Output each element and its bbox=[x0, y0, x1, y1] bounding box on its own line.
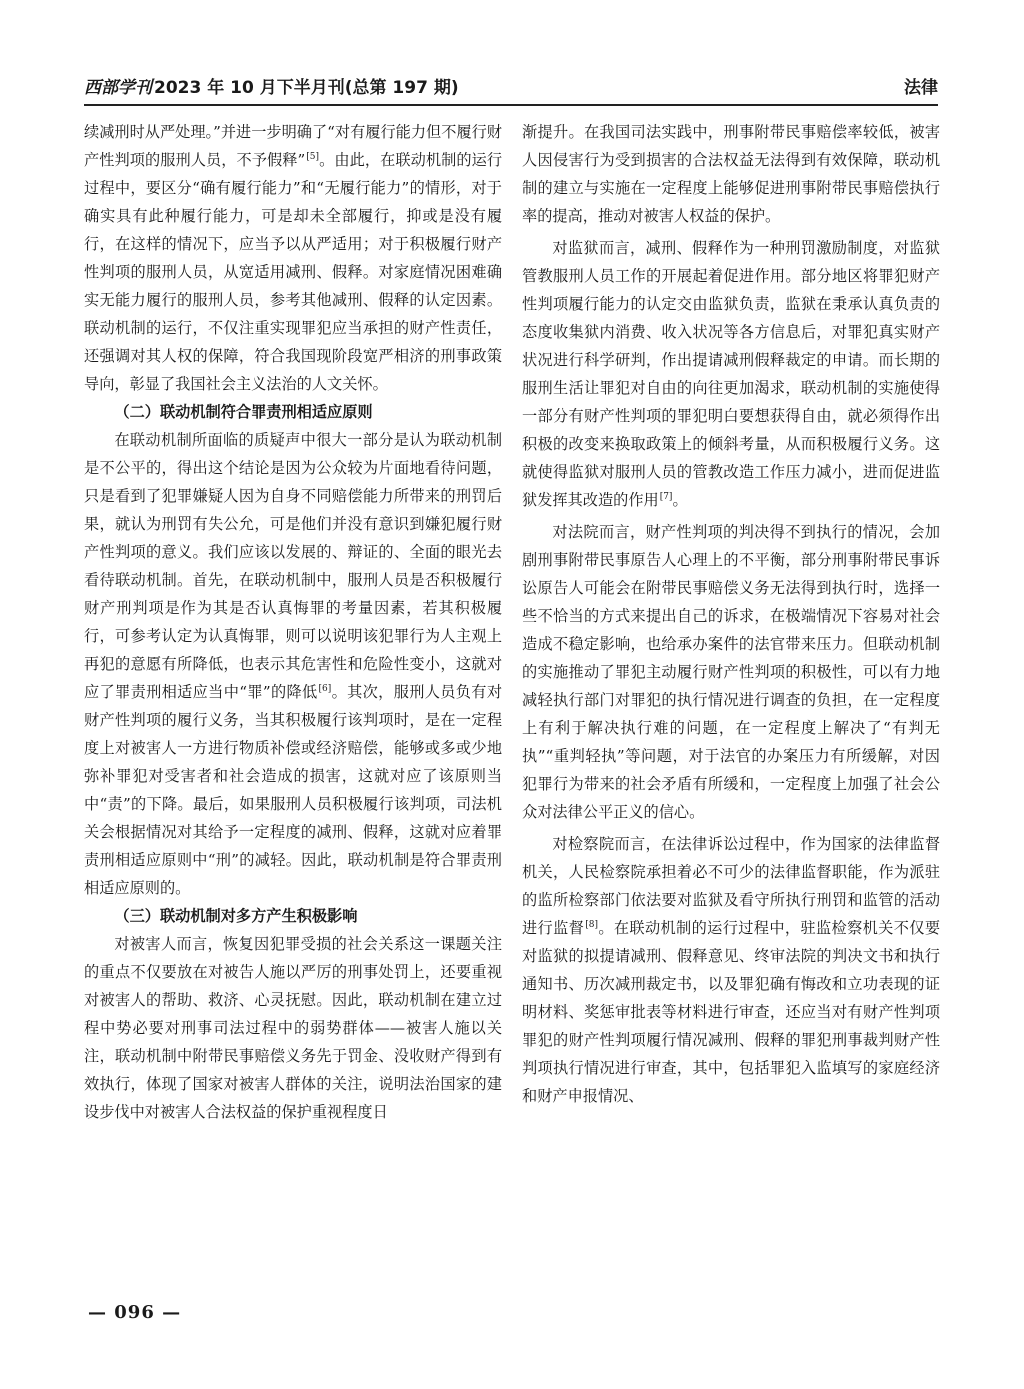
paragraph-text: 。其次，服刑人员负有对财产性判项的履行义务，当其积极履行该判项时，是在一定程度上对被害人一方进行物质补偿或经济赔偿，能够或多或少地弥补罪犯对受害者和社会造成的损害，这就对应了该原则当中“责”的下降。最后，如果服刑人员积极履行该判项，司法机关会根据情况对其给予一定程度的减刑、假释，这就对应着罪责刑相适应原则中“刑”的减轻。因此，联动机制是符合罪责刑相适应原则的。 bbox=[84, 683, 503, 897]
paragraph-text: 对监狱而言，减刑、假释作为一种刑罚激励制度，对监狱管教服刑人员工作的开展起着促进作用。部分地区将罪犯财产性判项履行能力的认定交由监狱负责，监狱在秉承认真负责的态度收集狱内消费、收入状况等各方信息后，对罪犯真实财产状况进行科学研判，作出提请减刑假释裁定的申请。而长期的服刑生活让罪犯对自由的向往更加渴求，联动机制的实施使得一部分有财产性判项的罪犯明白要想获得自由，就必须得作出积极的改变来换取政策上的倾斜考量，从而积极履行义务。这就使得监狱对服刑人员的管教改造工作压力减小，进而促进监狱发挥其改造的作用 bbox=[522, 239, 940, 509]
journal-name: 西部学刊 bbox=[84, 78, 152, 98]
citation-ref: [8] bbox=[585, 919, 598, 930]
paragraph-text: 。 bbox=[672, 491, 688, 509]
paragraph bbox=[84, 930, 502, 1126]
section-heading: （三）联动机制对多方产生积极影响 bbox=[114, 907, 358, 925]
left-column bbox=[84, 118, 502, 1126]
citation-ref: [5] bbox=[306, 151, 320, 162]
running-header bbox=[84, 70, 938, 106]
paragraph bbox=[522, 234, 940, 514]
issue-info bbox=[84, 73, 459, 104]
paragraph-text: 。在联动机制的运行过程中，驻监检察机关不仅要对监狱的拟提请减刑、假释意见、终审法院的判决文书和执行通知书、历次减刑裁定书，以及罪犯确有悔改和立功表现的证明材料、奖惩审批表等材料进行审查，还应当对有财产性判项罪犯的财产性判项履行情况减刑、假释的罪犯刑事裁判财产性判项执行情况进行审查，其中，包括罪犯入监填写的家庭经济和财产申报情况、 bbox=[522, 919, 941, 1105]
paragraph-text: 对被害人而言，恢复因犯罪受损的社会关系这一课题关注的重点不仅要放在对被告人施以严厉的刑事处罚上，还要重视对被害人的帮助、救济、心灵抚慰。因此，联动机制在建立过程中势必要对刑事司法过程中的弱势群体——被害人施以关注，联动机制中附带民事赔偿义务先于罚金、没收财产得到有效执行，体现了国家对被害人群体的关注，说明法治国家的建设步伐中对被害人合法权益的保护重视程度日 bbox=[84, 935, 502, 1121]
paragraph-text: 对法院而言，财产性判项的判决得不到执行的情况，会加剧刑事附带民事原告人心理上的不平衡，部分刑事附带民事诉讼原告人可能会在附带民事赔偿义务无法得到执行时，选择一些不恰当的方式来提出自己的诉求，在极端情况下容易对社会造成不稳定影响，也给承办案件的法官带来压力。但联动机制的实施推动了罪犯主动履行财产性判项的积极性，可以有力地减轻执行部门对罪犯的执行情况进行调查的负担，在一定程度上有利于解决执行难的问题，在一定程度上解决了“有判无执”“重判轻执”等问题，对于法官的办案压力有所缓解，对因犯罪行为带来的社会矛盾有所缓和，一定程度上加强了社会公众对法律公平正义的信心。 bbox=[522, 523, 940, 821]
paragraph bbox=[522, 518, 940, 826]
citation-ref: [7] bbox=[659, 491, 673, 502]
paragraph bbox=[522, 830, 940, 1110]
issue-date: 2023 年 10 月下半月刊(总第 197 期) bbox=[154, 78, 459, 98]
right-column bbox=[522, 118, 940, 1110]
paragraph bbox=[522, 118, 940, 230]
paragraph-text: 续减刑时从严处理。”并进一步明确了“对有履行能力但不履行财产性判项的服刑人员，不予假释” bbox=[84, 123, 502, 169]
paragraph-text: 对检察院而言，在法律诉讼过程中，作为国家的法律监督机关，人民检察院承担着必不可少的法律监督职能，作为派驻的监所检察部门依法要对监狱及看守所执行刑罚和监管的活动进行监督 bbox=[522, 835, 940, 937]
citation-ref: [6] bbox=[318, 683, 332, 694]
paragraph bbox=[84, 118, 502, 398]
section-heading: （二）联动机制符合罪责刑相适应原则 bbox=[114, 403, 373, 421]
section-name: 法律 bbox=[904, 78, 938, 98]
paragraph bbox=[84, 426, 502, 902]
paragraph-text: 在联动机制所面临的质疑声中很大一部分是认为联动机制是不公平的，得出这个结论是因为公众较为片面地看待问题，只是看到了犯罪嫌疑人因为自身不同赔偿能力所带来的刑罚后果，就认为刑罚有失公允，可是他们并没有意识到嫌犯履行财产性判项的意义。我们应该以发展的、辩证的、全面的眼光去看待联动机制。首先，在联动机制中，服刑人员是否积极履行财产刑判项是作为其是否认真悔罪的考量因素，若其积极履行，可参考认定为认真悔罪，则可以说明该犯罪行为人主观上再犯的意愿有所降低，也表示其危害性和危险性变小，这就对应了罪责刑相适应当中“罪”的降低 bbox=[84, 431, 502, 701]
paragraph-text: 。由此，在联动机制的运行过程中，要区分“确有履行能力”和“无履行能力”的情形，对于确实具有此种履行能力，可是却未全部履行，抑或是没有履行，在这样的情况下，应当予以从严适用；对于积极履行财产性判项的服刑人员，从宽适用减刑、假释。对家庭情况困难确实无能力履行的服刑人员，参考其他减刑、假释的认定因素。联动机制的运行，不仅注重实现罪犯应当承担的财产性责任，还强调对其人权的保障，符合我国现阶段宽严相济的刑事政策导向，彰显了我国社会主义法治的人文关怀。 bbox=[84, 151, 503, 393]
paragraph-text: 渐提升。在我国司法实践中，刑事附带民事赔偿率较低，被害人因侵害行为受到损害的合法权益无法得到有效保障，联动机制的建立与实施在一定程度上能够促进刑事附带民事赔偿执行率的提高，推动对被害人权益的保护。 bbox=[522, 123, 940, 225]
page-number: — 096 — bbox=[88, 1302, 182, 1323]
